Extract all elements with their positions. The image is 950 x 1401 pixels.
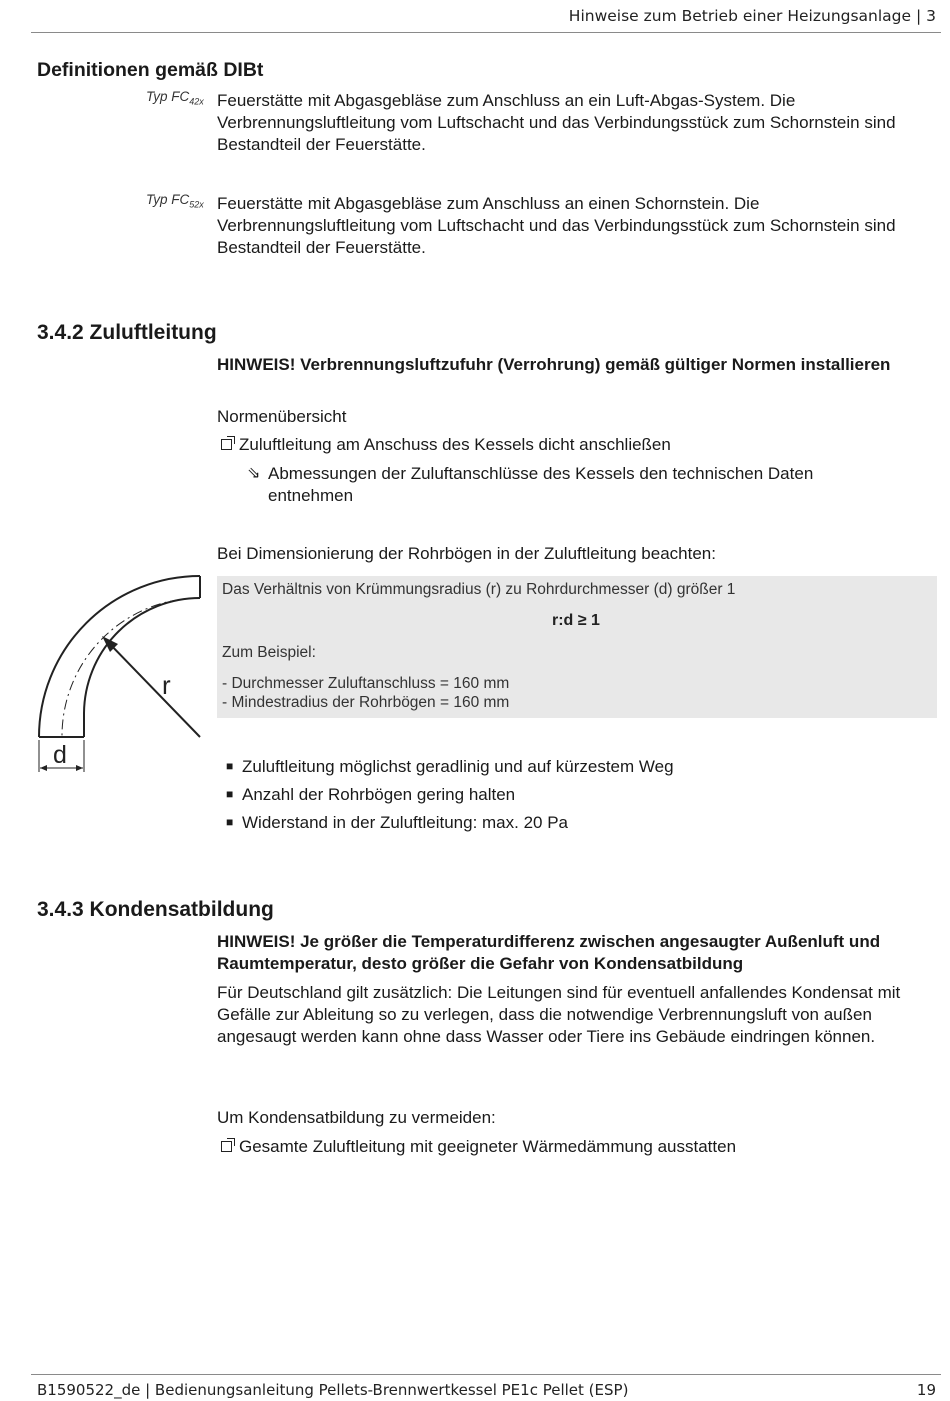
term-label: Typ FC [146,89,190,104]
term-subscript: 52x [189,199,204,210]
result-arrow-icon: ⇘ [247,465,261,482]
footer-divider [31,1374,941,1375]
checkbox-step-icon [221,1141,232,1152]
bullet-item: ■ Zuluftleitung möglichst geradlinig und auf kürzestem Weg [226,757,674,776]
checkbox-step-icon [221,439,232,450]
avoid-intro: Um Kondensatbildung zu vermeiden: [217,1108,496,1127]
header-divider [31,32,941,33]
bullet-item: ■ Anzahl der Rohrbögen gering halten [226,785,516,804]
bullet-text: Zuluftleitung möglichst geradlinig und auf kürzestem Weg [242,757,674,776]
result-text: Abmessungen der Zuluftanschlüsse des Kessels den technischen Daten entnehmen [268,464,814,505]
example-label: Zum Beispiel: [222,644,316,661]
step-anschluss [221,434,921,456]
definition-term-fc42x [146,89,204,107]
running-header: Hinweise zum Betrieb einer Heizungsanlage | 3 [568,7,936,25]
dim-arrow-left [40,765,47,771]
term-label: Typ FC [146,192,190,207]
ratio-text: Das Verhältnis von Krümmungsradius (r) zu Rohrdurchmesser (d) größer 1 [222,581,736,598]
step-waermedaemmung [221,1136,921,1158]
inner-arc [84,598,200,737]
step-text: Gesamte Zuluftleitung mit geeigneter Wärmedämmung ausstatten [239,1137,737,1156]
dim-arrow-right [76,765,83,771]
ratio-formula: r:d ≥ 1 [552,612,600,629]
label-r: r [162,670,171,700]
step-text: Zuluftleitung am Anschuss des Kessels dicht anschließen [239,435,671,454]
example-diameter: - Durchmesser Zuluftanschluss = 160 mm [222,675,510,692]
definitions-heading: Definitionen gemäß DIBt [37,59,264,81]
label-d: d [53,741,67,769]
norm-overview: Normenübersicht [217,407,347,426]
example-radius: - Mindestradius der Rohrbögen = 160 mm [222,694,510,711]
kondensat-body: Für Deutschland gilt zusätzlich: Die Leitungen sind für eventuell anfallendes Kondensat mit Gefälle zur Ableitung so zu verlegen, dass die notwendige Verbrennungsluft von außen angesaugt werden kann ohne dass Wasser oder Tiere ins Gebäude eindringen können. [217,983,901,1046]
bullet-text: Widerstand in der Zuluftleitung: max. 20 Pa [242,813,568,832]
dimension-intro: Bei Dimensionierung der Rohrbögen in der Zuluftleitung beachten: [217,544,716,563]
definition-text-fc42x: Feuerstätte mit Abgasgebläse zum Anschluss an ein Luft-Abgas-System. Die Verbrennungsluftleitung vom Luftschacht und das Verbindungsstück zum Schornstein sind Bestandteil der Feuerstätte. [217,91,896,154]
term-subscript: 42x [189,96,204,107]
section-heading-kondensatbildung: 3.4.3 Kondensatbildung [37,898,274,921]
definition-term-fc52x [146,192,204,210]
bullet-text: Anzahl der Rohrbögen gering halten [242,785,516,804]
definition-text-fc52x: Feuerstätte mit Abgasgebläse zum Anschluss an einen Schornstein. Die Verbrennungsluftleitung vom Luftschacht und das Verbindungsstück zum Schornstein sind Bestandteil der Feuerstätte. [217,194,896,257]
radius-line [106,640,200,737]
notice-verrohrung: HINWEIS! Verbrennungsluftzufuhr (Verrohrung) gemäß gültiger Normen installieren [217,355,891,374]
section-heading-zuluftleitung: 3.4.2 Zuluftleitung [37,321,217,344]
bullet-item: ■ Widerstand in der Zuluftleitung: max. 20 Pa [226,813,568,832]
notice-kondensat: HINWEIS! Je größer die Temperaturdifferenz zwischen angesaugter Außenluft und Raumtemperatur, desto größer die Gefahr von Kondensatbildung [217,932,881,973]
footer-doc-info: B1590522_de | Bedienungsanleitung Pellets-Brennwertkessel PE1c Pellet (ESP) [37,1381,629,1399]
page-number: 19 [916,1381,936,1399]
